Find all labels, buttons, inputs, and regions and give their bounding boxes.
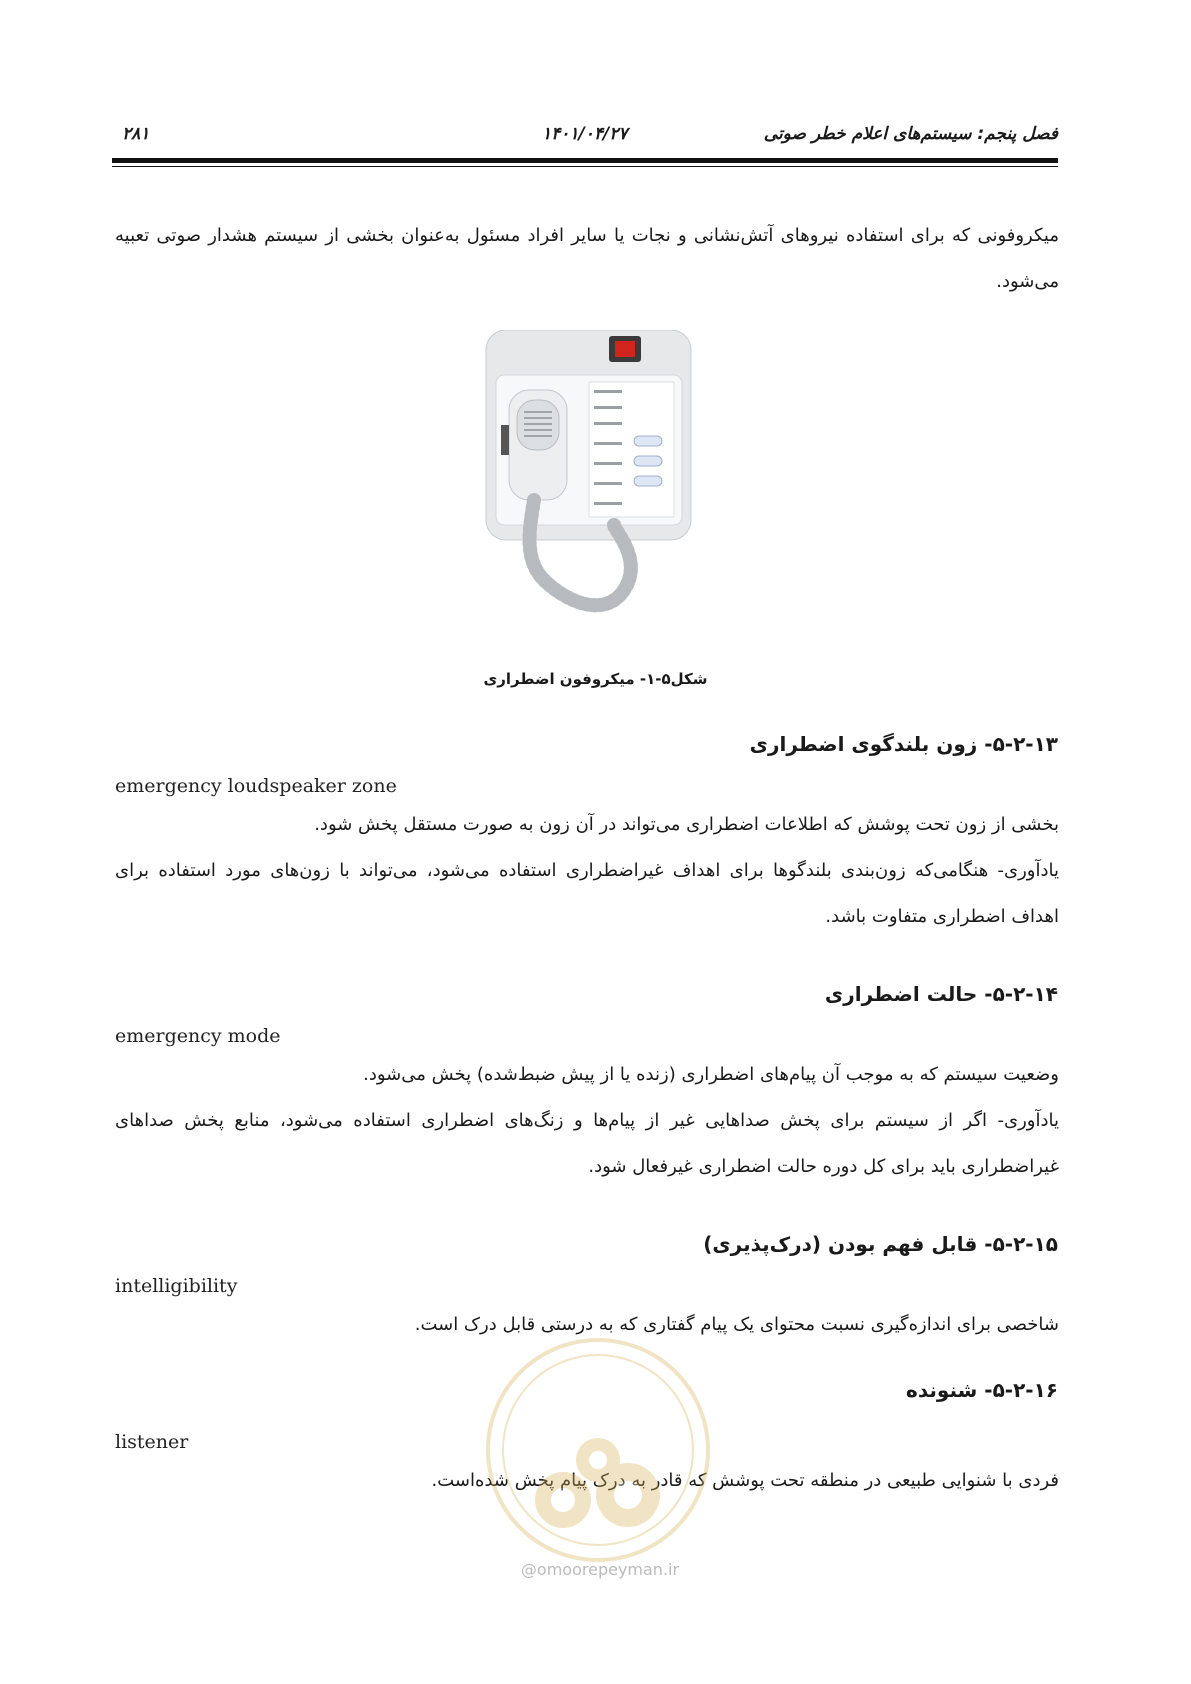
header-rule (112, 158, 1058, 163)
english-term: listener (115, 1431, 189, 1453)
header-date: ۱۴۰۱/۰۴/۲۷ (542, 124, 628, 144)
page-header (112, 124, 1058, 154)
watermark-site: @omoorepeyman.ir (520, 1560, 680, 1579)
intro-paragraph: میکروفونی که برای استفاده نیروهای آتش‌نشانی و نجات یا سایر افراد مسئول به‌عنوان بخشی از سیستم هشدار صوتی تعبیه می‌شود. (115, 225, 1059, 292)
definition-text: فردی با شنوایی طبیعی در منطقه تحت پوشش که قادر به درک پیام پخش شده‌است. (431, 1470, 1059, 1491)
section-heading: ۵-۲-۱۵- قابل فهم بودن (درک‌پذیری) (703, 1232, 1058, 1256)
english-term: emergency mode (115, 1025, 281, 1047)
section-heading: ۵-۲-۱۳- زون بلندگوی اضطراری (749, 732, 1058, 756)
page-number: ۲۸۱ (122, 124, 150, 144)
chapter-title: فصل پنجم: سیستم‌های اعلام خطر صوتی (763, 124, 1058, 144)
header-rule-thin (112, 166, 1058, 167)
english-term: intelligibility (115, 1275, 238, 1297)
note-text: یادآوری- اگر از سیستم برای پخش صداهایی غیر از پیام‌ها و زنگ‌های اضطراری استفاده می‌شود، منابع پخش صداهای غیراضطراری باید برای کل دوره حالت اضطراری غیرفعال شود. (115, 1110, 1059, 1177)
definition-text: شاخصی برای اندازه‌گیری نسبت محتوای یک پیام گفتاری که به درستی قابل درک است. (414, 1314, 1059, 1335)
english-term: emergency loudspeaker zone (115, 775, 397, 797)
note-text: یادآوری- هنگامی‌که زون‌بندی بلندگوها برای اهداف غیراضطراری استفاده می‌شود، می‌تواند با زون‌های مورد استفاده برای اهداف اضطراری متفاوت باشد. (115, 860, 1059, 927)
figure-caption: شکل۵-۱- میکروفون اضطراری (483, 670, 708, 688)
definition-text: وضعیت سیستم که به موجب آن پیام‌های اضطراری (زنده یا از پیش ضبط‌شده) پخش می‌شود. (363, 1064, 1059, 1085)
definition-text: بخشی از زون تحت پوشش که اطلاعات اضطراری می‌تواند در آن زون به صورت مستقل پخش شود. (314, 814, 1059, 835)
watermark-logo (478, 1325, 718, 1585)
section-heading: ۵-۲-۱۴- حالت اضطراری (824, 982, 1058, 1006)
emergency-microphone-image (484, 330, 694, 640)
section-heading: ۵-۲-۱۶- شنونده (906, 1378, 1058, 1402)
